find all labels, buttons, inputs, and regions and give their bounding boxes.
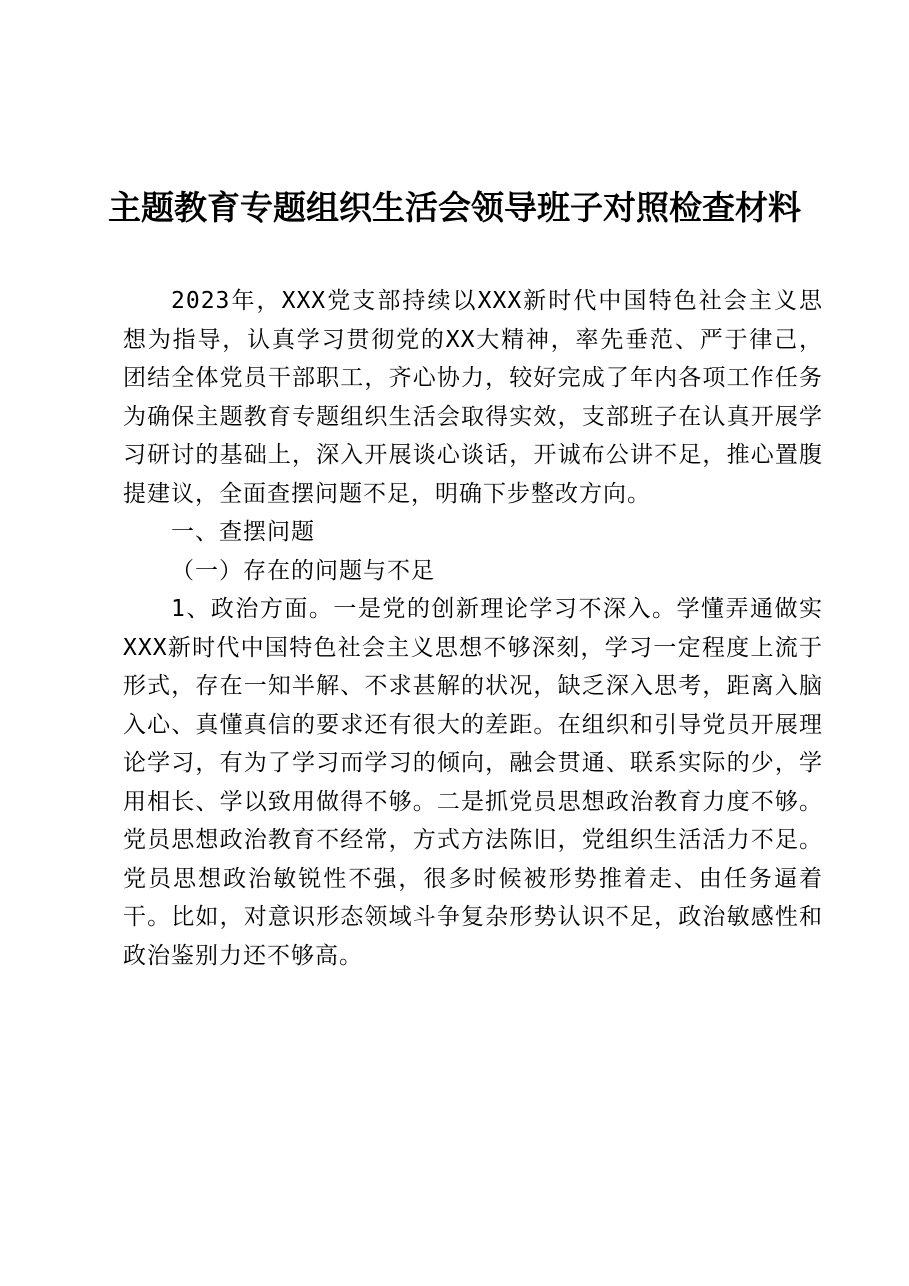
document-body xyxy=(123,282,823,975)
document-title: 主题教育专题组织生活会领导班子对照检查材料 xyxy=(108,188,801,227)
item-1-paragraph: 1、政治方面。一是党的创新理论学习不深入。学懂弄通做实XXX新时代中国特色社会主义思想不够深刻，学习一定程度上流于形式，存在一知半解、不求甚解的状况，缺乏深入思考，距离入脑入心、真懂真信的要求还有很大的差距。在组织和引导党员开展理论学习，有为了学习而学习的倾向，融会贯通、联系实际的少，学用相长、学以致用做得不够。二是抓党员思想政治教育力度不够。党员思想政治教育不经常，方式方法陈旧，党组织生活活力不足。党员思想政治敏锐性不强，很多时候被形势推着走、由任务逼着干。比如，对意识形态领域斗争复杂形势认识不足，政治敏感性和政治鉴别力还不够高。 xyxy=(123,596,823,969)
intro-paragraph: 2023年，XXX党支部持续以XXX新时代中国特色社会主义思想为指导，认真学习贯彻党的XX大精神，率先垂范、严于律己，团结全体党员干部职工，齐心协力，较好完成了年内各项工作任务为确保主题教育专题组织生活会取得实效，支部班子在认真开展学习研讨的基础上，深入开展谈心谈话，开诚布公讲不足，推心置腹提建议，全面查摆问题不足，明确下步整改方向。 xyxy=(123,288,823,507)
section-heading: 一、查摆问题 xyxy=(171,519,315,545)
section-sub-heading: （一）存在的问题与不足 xyxy=(171,557,435,584)
